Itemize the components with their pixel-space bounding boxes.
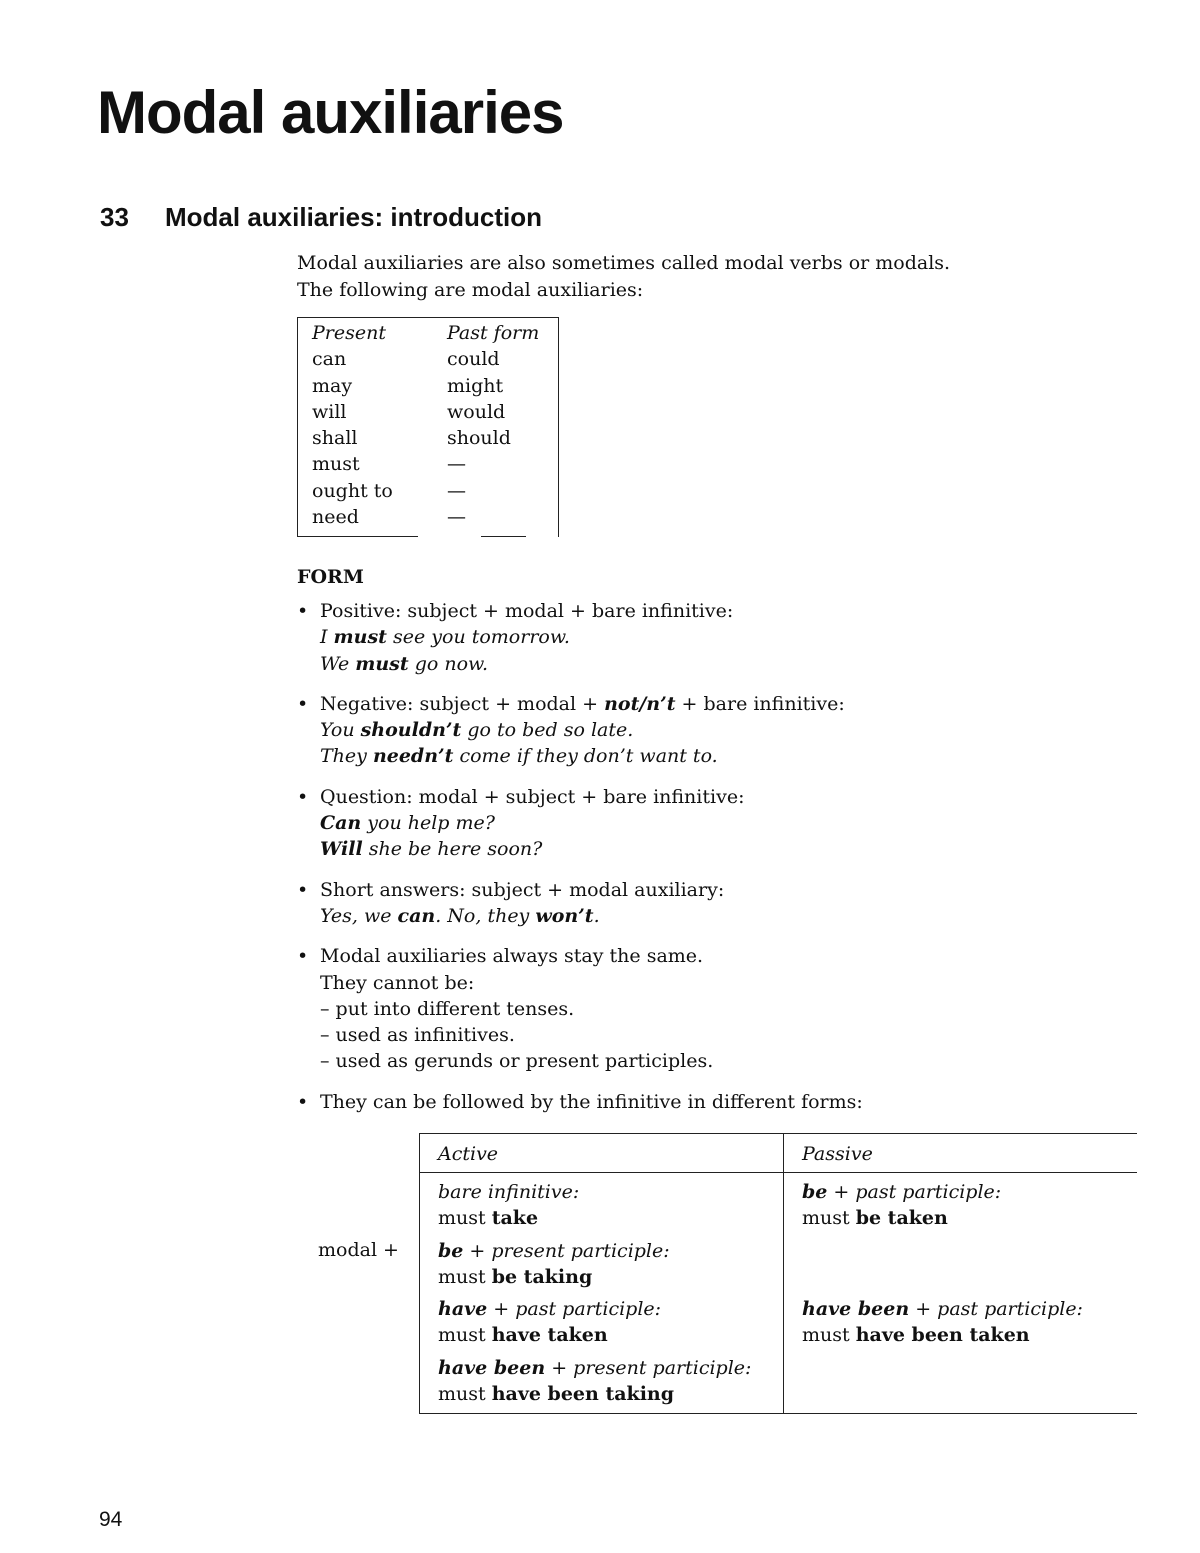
rule-text: • Modal auxiliaries always stay the same. <box>320 945 704 968</box>
example-sentence: Will she be here soon? <box>320 838 543 861</box>
table-row <box>312 480 539 506</box>
rule-text: • Question: modal + subject + bare infinitive: <box>320 785 745 808</box>
bullet-short-answers <box>297 877 863 930</box>
table-row <box>420 1349 1138 1414</box>
past-cell: — <box>447 479 466 502</box>
intro-line: The following are modal auxiliaries: <box>297 279 644 301</box>
example-sentence: Yes, we can. No, they won’t. <box>320 904 600 927</box>
present-cell: shall <box>312 427 358 450</box>
rule-text: • Short answers: subject + modal auxiliary: <box>320 878 725 901</box>
present-cell: must <box>312 453 360 476</box>
bullet-positive <box>297 598 863 677</box>
bullet-negative <box>297 691 863 770</box>
example-sentence: I must see you tomorrow. <box>320 626 570 649</box>
passive-cell-empty <box>784 1232 1138 1291</box>
present-cell: may <box>312 374 353 397</box>
table-row <box>420 1290 1138 1349</box>
past-cell: would <box>447 400 506 423</box>
table-row <box>312 401 539 427</box>
restriction-item: – used as gerunds or present participles. <box>320 1050 714 1073</box>
rule-text: They cannot be: <box>320 971 475 994</box>
present-cell: ought to <box>312 479 393 502</box>
table-row <box>312 375 539 401</box>
present-cell: need <box>312 506 359 529</box>
example-sentence: You shouldn’t go to bed so late. <box>320 719 634 742</box>
modal-auxiliaries-table-box <box>297 317 559 537</box>
past-cell: should <box>447 427 511 450</box>
table-row <box>312 506 539 532</box>
bullet-followed-by <box>297 1089 863 1115</box>
restriction-item: – used as infinitives. <box>320 1024 515 1047</box>
modal-plus-label: modal + <box>318 1239 399 1261</box>
passive-cell: be + past participle: must be taken <box>802 1181 1002 1230</box>
form-bullet-list <box>297 598 863 1115</box>
example-sentence: We must go now. <box>320 652 489 675</box>
example-sentence: They needn’t come if they don’t want to. <box>320 745 718 768</box>
past-cell: might <box>447 374 504 397</box>
table-row <box>420 1232 1138 1291</box>
rule-text: • Positive: subject + modal + bare infinitive: <box>320 600 734 622</box>
column-header-active: Active <box>420 1134 784 1173</box>
column-header-present: Present <box>312 322 386 344</box>
intro-paragraph <box>297 250 950 304</box>
table-border-bottom <box>298 536 418 537</box>
page-number: 94 <box>99 1508 123 1531</box>
section-number: 33 <box>100 202 129 232</box>
past-cell: — <box>447 453 466 476</box>
table-border-bottom <box>481 536 526 537</box>
intro-line: Modal auxiliaries are also sometimes called modal verbs or modals. <box>297 252 951 274</box>
column-header-past-form: Past form <box>447 322 540 344</box>
past-cell: could <box>447 348 500 371</box>
active-cell: bare infinitive: must take <box>420 1173 784 1232</box>
active-cell: be + present participle: must be taking <box>420 1232 784 1291</box>
infinitive-forms-table <box>419 1133 1137 1414</box>
past-cell: — <box>447 506 466 529</box>
restriction-item: – put into different tenses. <box>320 997 575 1020</box>
chapter-title: Modal auxiliaries <box>97 79 564 146</box>
section-title: Modal auxiliaries: introduction <box>165 202 543 232</box>
bullet-question <box>297 784 863 863</box>
present-cell: will <box>312 400 347 423</box>
passive-cell-empty <box>784 1349 1138 1414</box>
table-row <box>420 1173 1138 1232</box>
example-sentence: Can you help me? <box>320 812 495 835</box>
rule-text: • They can be followed by the infinitive in different forms: <box>320 1090 863 1113</box>
active-cell: have been + present participle: must have been taking <box>420 1349 784 1414</box>
column-header-passive: Passive <box>784 1134 1138 1173</box>
form-heading: FORM <box>297 566 364 588</box>
modal-auxiliaries-table <box>312 322 539 532</box>
rule-text: • Negative: subject + modal + not/n’t + bare infinitive: <box>320 692 845 715</box>
table-row <box>312 453 539 479</box>
passive-cell: have been + past participle: must have been taken <box>802 1298 1083 1347</box>
table-row <box>312 348 539 374</box>
present-cell: can <box>312 348 347 371</box>
bullet-stay-same <box>297 943 863 1074</box>
table-row <box>312 427 539 453</box>
active-cell: have + past participle: must have taken <box>420 1290 784 1349</box>
